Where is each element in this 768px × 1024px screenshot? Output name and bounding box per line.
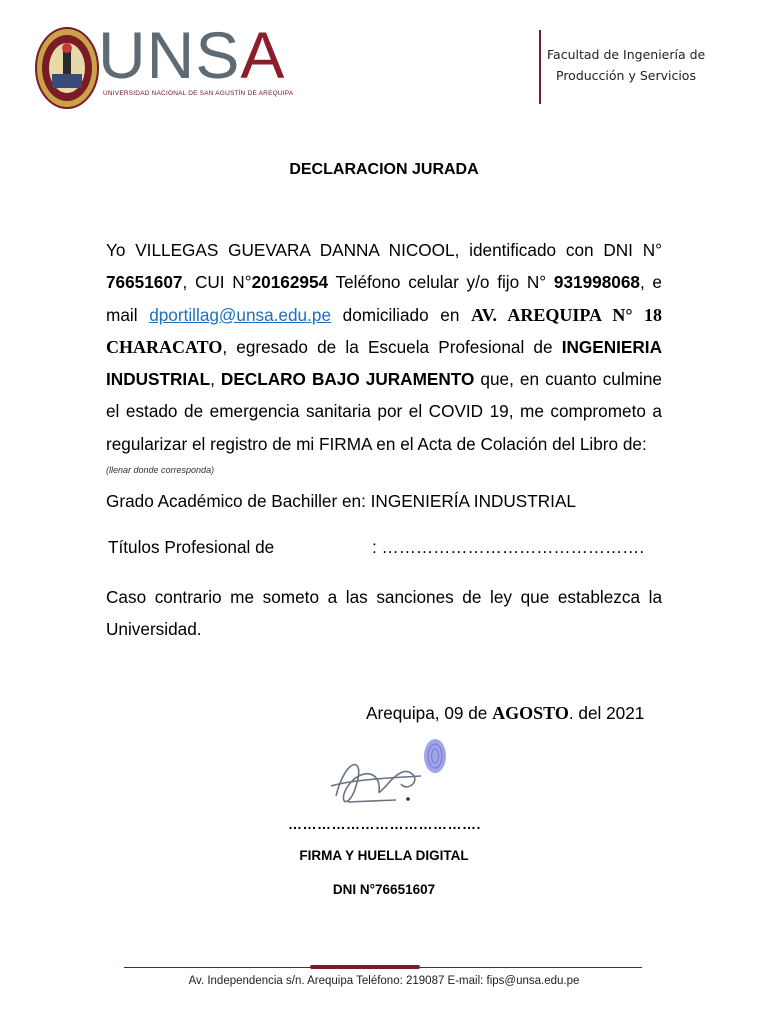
cui-number: 20162954 bbox=[251, 272, 329, 293]
sanctions-paragraph: Caso contrario me someto a las sanciones de ley que establezca la Universidad. bbox=[106, 587, 662, 639]
phone-number: 931998068 bbox=[553, 272, 640, 293]
date-month: AGOSTO bbox=[492, 703, 569, 723]
faculty-name bbox=[547, 44, 705, 86]
commitment-text: que, en cuanto culmine el estado de emergencia sanitaria por el COVID 19, me comprometo a regularizar el registro de mi FIRMA en el Acta de Colación del Libro de: bbox=[106, 369, 662, 454]
email-label: , e mail bbox=[106, 272, 662, 325]
date-suffix: . del 2021 bbox=[568, 703, 645, 723]
cui-label: , CUI N° bbox=[182, 272, 252, 293]
footer-contact: Av. Independencia s/n. Arequipa Teléfono: 219087 E-mail: fips@unsa.edu.pe bbox=[188, 975, 580, 987]
unsa-logo: UNSA bbox=[98, 18, 286, 92]
dni-number: 76651607 bbox=[106, 272, 183, 293]
phone-label: Teléfono celular y/o fijo N° bbox=[328, 272, 554, 293]
date-line bbox=[366, 703, 644, 724]
address: AV. AREQUIPA N° 18 CHARACATO bbox=[106, 304, 662, 357]
document-title: DECLARACION JURADA bbox=[289, 161, 479, 178]
separator: , bbox=[210, 369, 221, 390]
email-link[interactable]: dportillag@unsa.edu.pe bbox=[149, 304, 331, 325]
faculty-line-1: Facultad de Ingeniería de bbox=[547, 47, 706, 62]
address-label: domiciliado en bbox=[331, 304, 472, 325]
fill-hint: (llenar donde corresponda) bbox=[106, 465, 215, 475]
titulos-label: Títulos Profesional de bbox=[108, 537, 275, 557]
grado-line: Grado Académico de Bachiller en: INGENIERÍA INDUSTRIAL bbox=[106, 491, 576, 511]
university-seal-icon bbox=[34, 26, 100, 110]
header-divider bbox=[539, 30, 541, 104]
school-name: INGENIERIA INDUSTRIAL bbox=[106, 336, 662, 390]
titulos-field: : ………………………………………. bbox=[372, 537, 645, 557]
declarant-text: Yo VILLEGAS GUEVARA DANNA NICOOL, identificado con DNI N° bbox=[106, 240, 662, 260]
faculty-line-2: Producción y Servicios bbox=[556, 68, 696, 83]
university-name: UNIVERSIDAD NACIONAL DE SAN AGUSTÍN DE AREQUIPA bbox=[103, 90, 294, 97]
signature-label: FIRMA Y HUELLA DIGITAL bbox=[299, 848, 469, 863]
signature-image bbox=[326, 736, 456, 816]
declaro-text: DECLARO BAJO JURAMENTO bbox=[220, 369, 475, 390]
declaration-paragraph bbox=[106, 234, 662, 460]
footer-accent bbox=[310, 965, 420, 969]
signature-dni: DNI N°76651607 bbox=[332, 882, 436, 897]
school-label: , egresado de la Escuela Profesional de bbox=[222, 336, 562, 357]
date-prefix: Arequipa, 09 de bbox=[366, 703, 493, 723]
signature-line: …………………………………. bbox=[288, 816, 481, 832]
